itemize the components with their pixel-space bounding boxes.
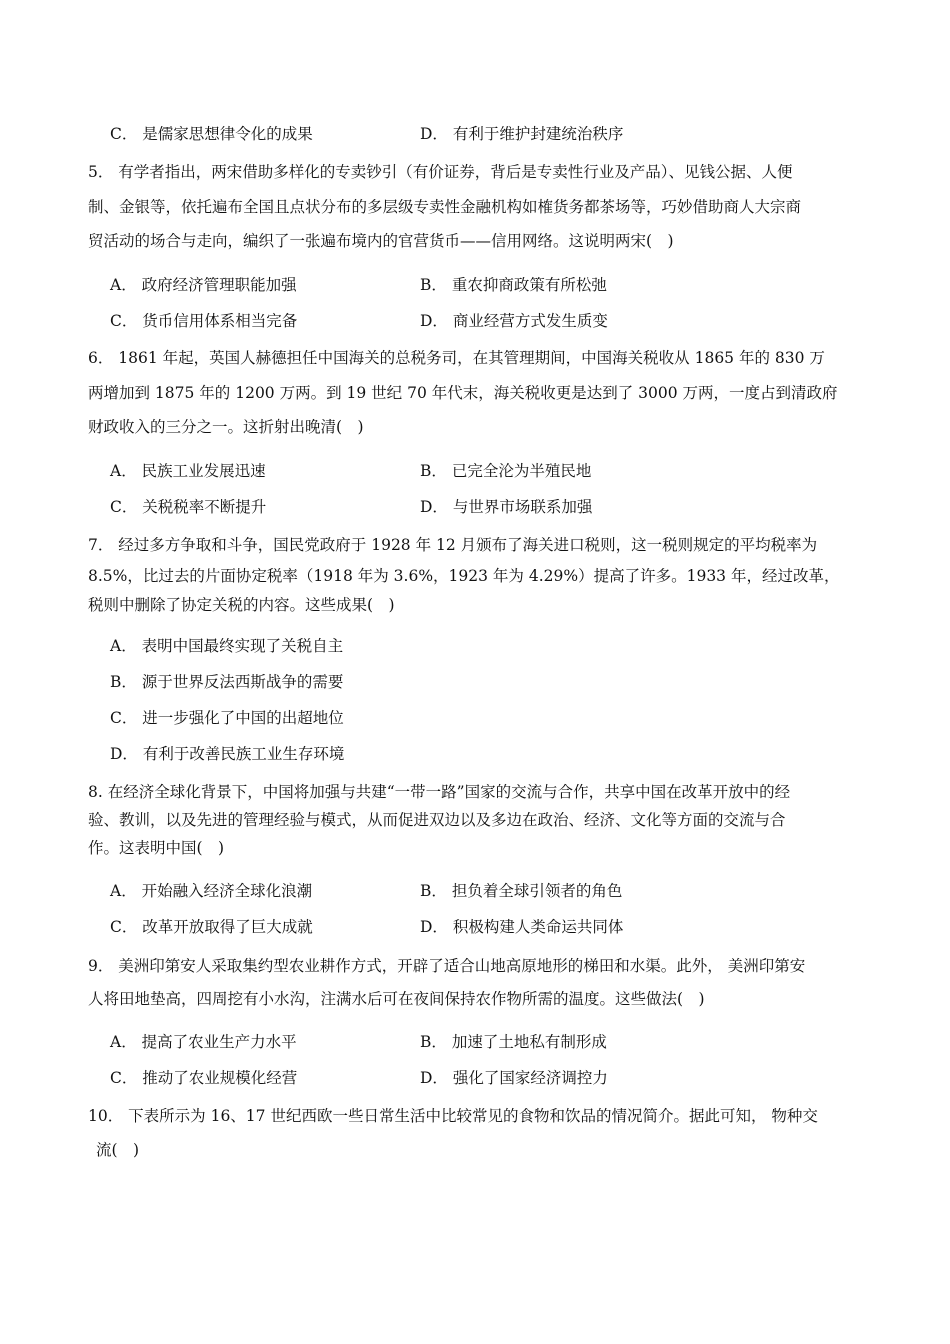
q9-option-c[interactable]: C． 推动了农业规模化经营 [110,1069,298,1087]
q6-stem-line-2: 两增加到 1875 年的 1200 万两。到 19 世纪 70 年代末，海关税收更是达到了 3000 万两，一度占到清政府 [88,384,838,402]
q5-stem-line-1: 5． 有学者指出，两宋借助多样化的专卖钞引（有价证券，背后是专卖性行业及产品）、见钱公据、人便 [88,163,793,181]
q9-option-d[interactable]: D． 强化了国家经济调控力 [420,1069,608,1087]
q7-option-d[interactable]: D． 有利于改善民族工业生存环境 [110,745,345,763]
q6-option-c[interactable]: C． 关税税率不断提升 [110,498,267,516]
q4-option-c[interactable]: C． 是儒家思想律令化的成果 [110,125,313,143]
q7-option-a[interactable]: A． 表明中国最终实现了关税自主 [110,637,344,655]
q10-stem-line-2: 流( ) [96,1141,140,1159]
q9-option-b[interactable]: B． 加速了土地私有制形成 [420,1033,607,1051]
q5-option-c[interactable]: C． 货币信用体系相当完备 [110,312,298,330]
q9-option-a[interactable]: A． 提高了农业生产力水平 [110,1033,297,1051]
q5-option-b[interactable]: B． 重农抑商政策有所松弛 [420,276,607,294]
q6-stem-line-3: 财政收入的三分之一。这折射出晚清( ) [88,418,364,436]
q6-option-a[interactable]: A． 民族工业发展迅速 [110,462,266,480]
q8-stem-line-1: 8. 在经济全球化背景下，中国将加强与共建“一带一路”国家的交流与合作，共享中国在改革开放中的经 [88,783,791,801]
q8-stem-line-3: 作。这表明中国( ) [88,839,225,857]
q5-option-a[interactable]: A． 政府经济管理职能加强 [110,276,297,294]
q10-stem-line-1: 10． 下表所示为 16、17 世纪西欧一些日常生活中比较常见的食物和饮品的情况简介。据此可知， 物种交 [88,1107,818,1125]
q6-option-d[interactable]: D． 与世界市场联系加强 [420,498,593,516]
q7-option-b[interactable]: B． 源于世界反法西斯战争的需要 [110,673,344,691]
q7-option-c[interactable]: C． 进一步强化了中国的出超地位 [110,709,344,727]
q9-stem-line-2: 人将田地垫高，四周挖有小水沟，注满水后可在夜间保持农作物所需的温度。这些做法( ) [88,990,705,1008]
q8-option-d[interactable]: D． 积极构建人类命运共同体 [420,918,624,936]
q9-stem-line-1: 9． 美洲印第安人采取集约型农业耕作方式，开辟了适合山地高原地形的梯田和水渠。此外， 美洲印第安 [88,957,806,975]
q5-stem-line-2: 制、金银等，依托遍布全国且点状分布的多层级专卖性金融机构如榷货务都茶场等，巧妙借助商人大宗商 [88,198,802,216]
q7-stem-line-2: 8.5%，比过去的片面协定税率（1918 年为 3.6%，1923 年为 4.29%）提高了许多。1933 年，经过改革， [88,567,840,585]
q8-option-b[interactable]: B． 担负着全球引领者的角色 [420,882,623,900]
q5-option-d[interactable]: D． 商业经营方式发生质变 [420,312,608,330]
q5-stem-line-3: 贸活动的场合与走向，编织了一张遍布境内的官营货币——信用网络。这说明两宋( ) [88,232,674,250]
q8-option-a[interactable]: A． 开始融入经济全球化浪潮 [110,882,313,900]
q8-option-c[interactable]: C． 改革开放取得了巨大成就 [110,918,313,936]
q8-stem-line-2: 验、教训，以及先进的管理经验与模式，从而促进双边以及多边在政治、经济、文化等方面的交流与合 [88,811,786,829]
q7-stem-line-3: 税则中删除了协定关税的内容。这些成果( ) [88,596,395,614]
q4-option-d[interactable]: D． 有利于维护封建统治秩序 [420,125,624,143]
q6-option-b[interactable]: B． 已完全沦为半殖民地 [420,462,592,480]
q7-stem-line-1: 7． 经过多方争取和斗争，国民党政府于 1928 年 12 月颁布了海关进口税则，这一税则规定的平均税率为 [88,536,818,554]
q6-stem-line-1: 6． 1861 年起，英国人赫德担任中国海关的总税务司，在其管理期间，中国海关税收从 1865 年的 830 万 [88,349,825,367]
